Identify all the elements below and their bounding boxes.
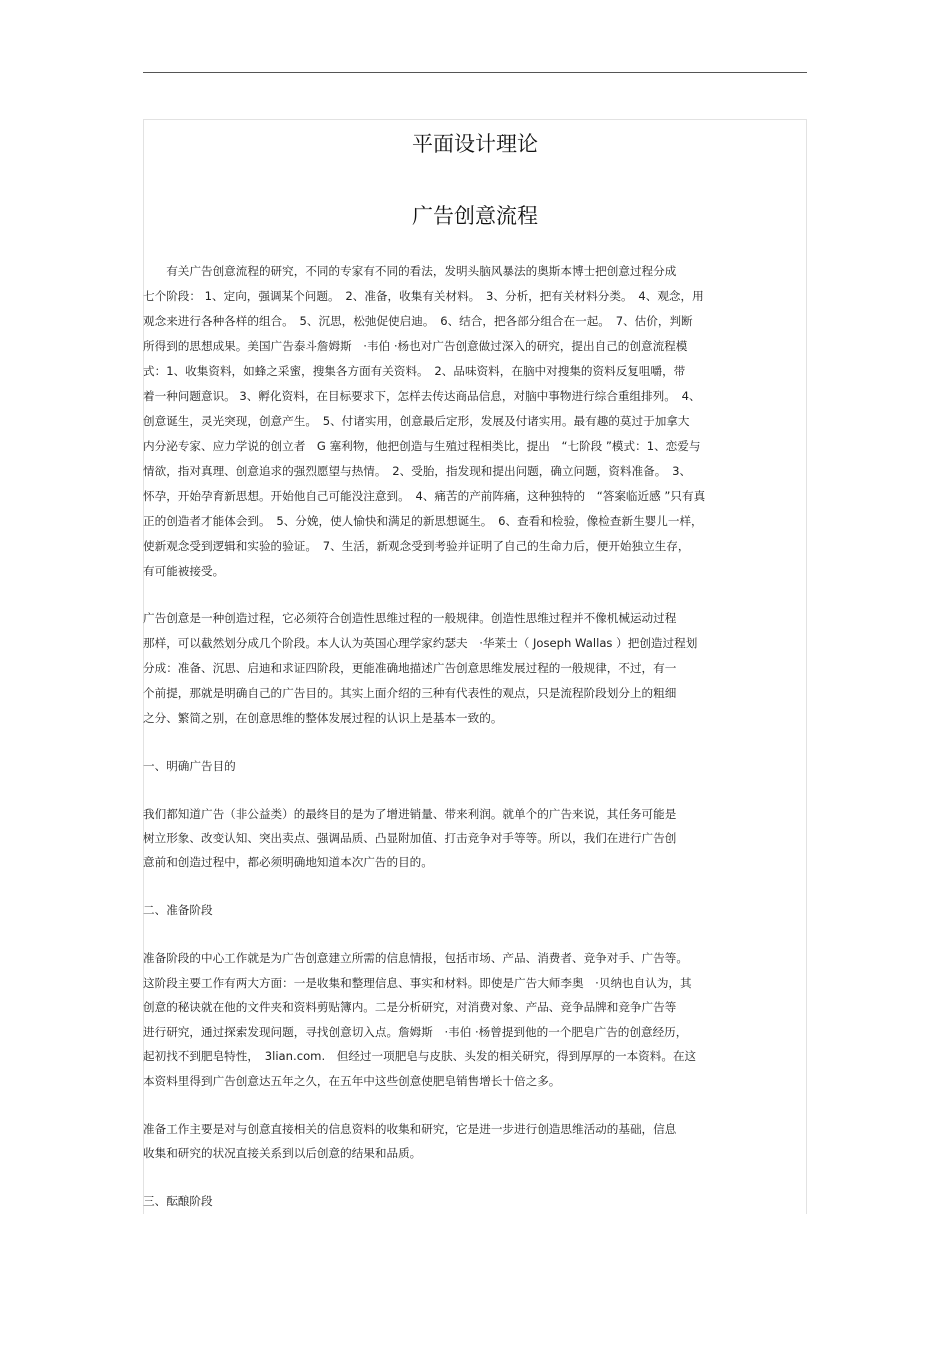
section-heading-purpose: 一、明确广告目的 (143, 759, 236, 773)
paragraph-line: 广告创意是一种创造过程，它必须符合创造性思维过程的一般规律。创造性思维过程并不像机械运动过程 (143, 611, 677, 625)
paragraph-line: 意前和创造过程中，都必须明确地知道本次广告的目的。 (143, 855, 433, 869)
paragraph-line: 分成：准备、沉思、启迪和求证四阶段，更能准确地描述广告创意思维发展过程的一般规律，不过，有一 (143, 661, 677, 675)
paragraph-line: 所得到的思想成果。美国广告泰斗詹姆斯 ·韦伯 ·杨也对广告创意做过深入的研究，提出自己的创意流程模 (143, 339, 688, 353)
paragraph-line: 进行研究，通过探索发现问题，寻找创意切入点。詹姆斯 ·韦伯 ·杨曾提到他的一个肥皂广告的创意经历， (143, 1025, 688, 1039)
paragraph-line: 我们都知道广告（非公益类）的最终目的是为了增进销量、带来利润。就单个的广告来说，其任务可能是 (143, 807, 677, 821)
paragraph-line: 有关广告创意流程的研究，不同的专家有不同的看法，发明头脑风暴法的奥斯本博士把创意过程分成 (143, 264, 677, 278)
section-heading-preparation: 二、准备阶段 (143, 903, 213, 917)
document-subtitle: 广告创意流程 (412, 204, 538, 228)
paragraph-line: 创意诞生，灵光突现，创意产生。 5、付诸实用，创意最后定形，发展及付诸实用。最有趣的莫过于加拿大 (143, 414, 690, 428)
paragraph-line: 这阶段主要工作有两大方面：一是收集和整理信息、事实和材料。即使是广告大师李奥 ·贝纳也自认为，其 (143, 976, 692, 990)
paragraph-line: 七个阶段： 1、定向，强调某个问题。 2、准备，收集有关材料。 3、分析，把有关材料分类。 4、观念，用 (143, 289, 704, 303)
header-rule (143, 72, 807, 73)
paragraph-line: 起初找不到肥皂特性， 3lian.com. 但经过一项肥皂与皮肤、头发的相关研究，得到厚厚的一本资料。在这 (143, 1049, 697, 1063)
paragraph-line: 情欲，指对真理、创意追求的强烈愿望与热情。 2、受胎，指发现和提出问题，确立问题，资料准备。 3、 (143, 464, 692, 478)
paragraph-line: 本资料里得到广告创意达五年之久，在五年中这些创意使肥皂销售增长十倍之多。 (143, 1074, 561, 1088)
section-heading-incubation: 三、酝酿阶段 (143, 1194, 213, 1208)
paragraph-line: 怀孕，开始孕育新思想。开始他自己可能没注意到。 4、痛苦的产前阵痛，这种独特的 “答案临近感 ”只有真 (143, 489, 706, 503)
paragraph-line: 正的创造者才能体会到。 5、分娩，使人愉快和满足的新思想诞生。 6、查看和检验，像检查新生婴儿一样， (143, 514, 703, 528)
paragraph-line: 之分、繁简之别，在创意思维的整体发展过程的认识上是基本一致的。 (143, 711, 503, 725)
paragraph-line: 个前提，那就是明确自己的广告目的。其实上面介绍的三种有代表性的观点，只是流程阶段划分上的粗细 (143, 686, 677, 700)
paragraph-line: 使新观念受到逻辑和实验的验证。 7、生活，新观念受到考验并证明了自己的生命力后，便开始独立生存， (143, 539, 690, 553)
paragraph-line: 树立形象、改变认知、突出卖点、强调品质、凸显附加值、打击竞争对手等等。所以，我们在进行广告创 (143, 831, 677, 845)
paragraph-line: 准备阶段的中心工作就是为广告创意建立所需的信息情报，包括市场、产品、消费者、竞争对手、广告等。 (143, 951, 688, 965)
document-title: 平面设计理论 (412, 132, 538, 156)
paragraph-line: 准备工作主要是对与创意直接相关的信息资料的收集和研究，它是进一步进行创造思维活动的基础，信息 (143, 1122, 677, 1136)
paragraph-line: 有可能被接受。 (143, 564, 225, 578)
paragraph-line: 收集和研究的状况直接关系到以后创意的结果和品质。 (143, 1146, 422, 1160)
paragraph-line: 创意的秘诀就在他的文件夹和资料剪贴簿内。二是分析研究，对消费对象、产品、竞争品牌和竞争广告等 (143, 1000, 677, 1014)
paragraph-line: 式：1、收集资料，如蜂之采蜜，搜集各方面有关资料。 2、品味资料，在脑中对搜集的资料反复咀嚼，带 (143, 364, 686, 378)
paragraph-line: 着一种问题意识。 3、孵化资料，在目标要求下，怎样去传达商品信息，对脑中事物进行综合重组排列。 4、 (143, 389, 701, 403)
paragraph-line: 观念来进行各种各样的组合。 5、沉思，松弛促使启迪。 6、结合，把各部分组合在一起。 7、估价，判断 (143, 314, 693, 328)
paragraph-line: 那样，可以截然划分成几个阶段。本人认为英国心理学家约瑟夫 ·华莱士（ Joseph Wallas ）把创造过程划 (143, 636, 698, 650)
paragraph-line: 内分泌专家、应力学说的创立者 G 塞利物，他把创造与生殖过程相类比，提出 “七阶段 ”模式：1、恋爱与 (143, 439, 701, 453)
